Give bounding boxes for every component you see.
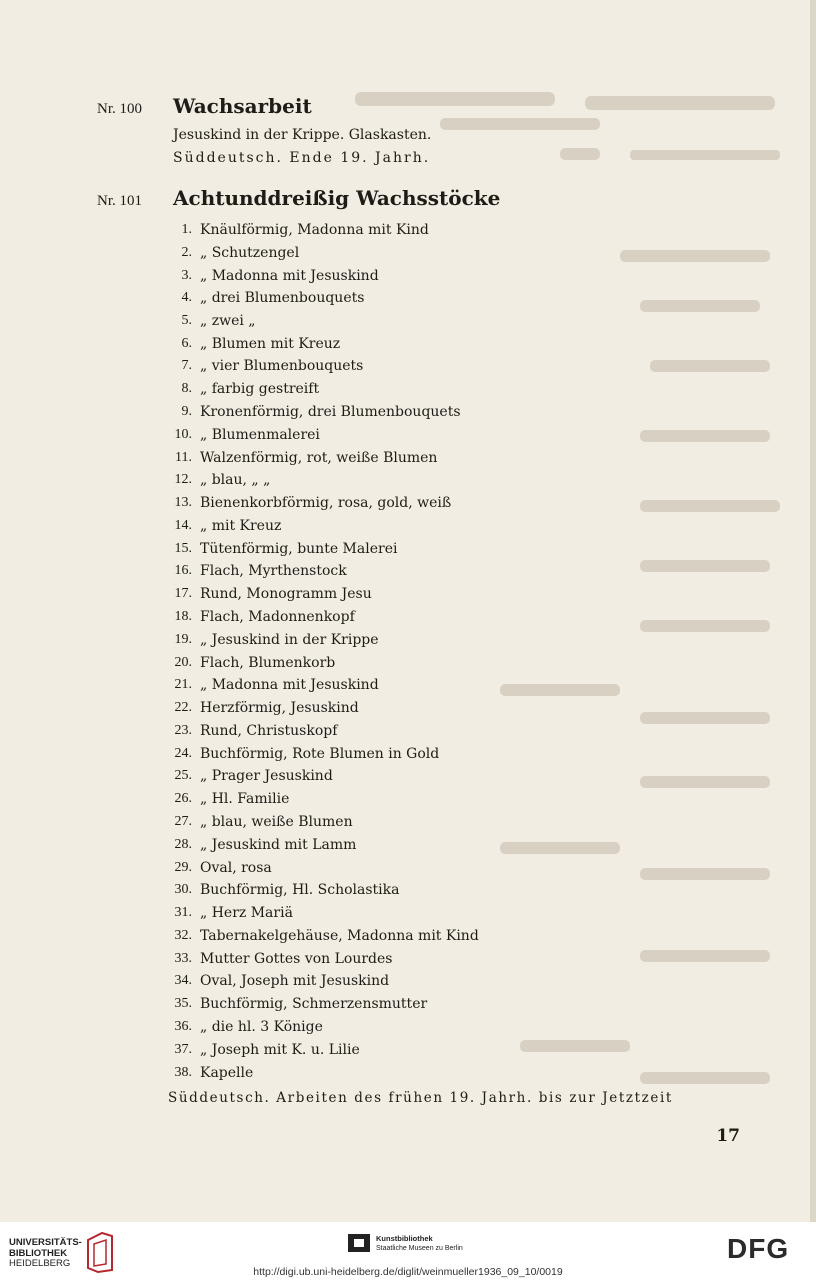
university-library-logo-text	[9, 1238, 82, 1270]
entry-100-origin: Süddeutsch. Ende 19. Jahrh.	[173, 150, 431, 166]
library-name-line-1: UNIVERSITÄTS-	[9, 1237, 82, 1248]
entry-101-origin: Süddeutsch. Arbeiten des frühen 19. Jahrh. bis zur Jetztzeit	[168, 1090, 673, 1106]
entry-100-title: Wachsarbeit	[173, 94, 312, 118]
entry-101-number: Nr. 101	[97, 193, 142, 209]
library-name-line-3: HEIDELBERG	[9, 1258, 71, 1269]
entry-100-number: Nr. 100	[97, 101, 142, 117]
kunstbibliothek-subtitle: Staatliche Museen zu Berlin	[376, 1245, 463, 1252]
kunstbibliothek-logo-text	[376, 1234, 463, 1253]
kunstbibliothek-logo-icon	[348, 1232, 370, 1254]
dfg-logo: DFG	[727, 1233, 790, 1264]
catalog-page: Nr. 100 Wachsarbeit Jesuskind in der Krippe. Glaskasten. Süddeutsch. Ende 19. Jahrh. Nr. 101 Achtunddreißig Wachsstöcke 1. Knäulförmig, Madonna mit Kind 2. „ Schutzengel 3. „ Madonna mit Jesuskind 4. „ drei Blumenbouquets 5. „ zwei „ 6. „ Blumen mit Kreuz 7. „ vier Blumenbouquets 8. „ farbig gestreift 9. Kronenförmig, drei Blumenbouquets 10. „ Blumenmalerei 11. Walzenförmig, rot, weiße Blumen 12. „ blau, „ „ 13. Bienenkorbförmig, rosa, gold, weiß 14. „ mit Kreuz 15. Tütenförmig, bunte Malerei 16. Flach, Myrthenstock 17. Rund, Monogramm Jesu 18. Flach, Madonnenkopf 19. „ Jesuskind in der Krippe 20. Flach, Blumenkorb 21. „ Madonna mit Jesuskind 22. Herzförmig, Jesuskind 23. Rund, Christuskopf 24. Buchförmig, Rote Blumen in Gold 25. „ Prager Jesuskind 26. „ Hl. Familie 27. „ blau, weiße Blumen 28. „ Jesuskind mit Lamm 29. Oval, rosa 30. Buchförmig, Hl. Scholastika 31. „ Herz Mariä 32. Tabernakelgehäuse, Madonna mit Kind 33. Mutter Gottes von Lourdes 34. Oval, Joseph mit Jesuskind 35. Buchförmig, Schmerzensmutter 36. „ die hl. 3 Könige 37. „ Joseph mit K. u. Lilie 38. Kapelle Süddeutsch. Arbeiten des frühen 19. Jahrh. bis zur Jetztzeit 17	[0, 0, 816, 1222]
entry-101-title: Achtunddreißig Wachsstöcke	[173, 186, 501, 210]
permalink-url[interactable]: http://digi.ub.uni-heidelberg.de/diglit/weinmueller1936_09_10/0019	[253, 1266, 563, 1278]
library-name-line-2: BIBLIOTHEK	[9, 1247, 68, 1259]
page-number: 17	[716, 1126, 740, 1146]
kunstbibliothek-title: Kunstbibliothek	[376, 1234, 433, 1243]
entry-100-description: Jesuskind in der Krippe. Glaskasten.	[173, 127, 432, 143]
